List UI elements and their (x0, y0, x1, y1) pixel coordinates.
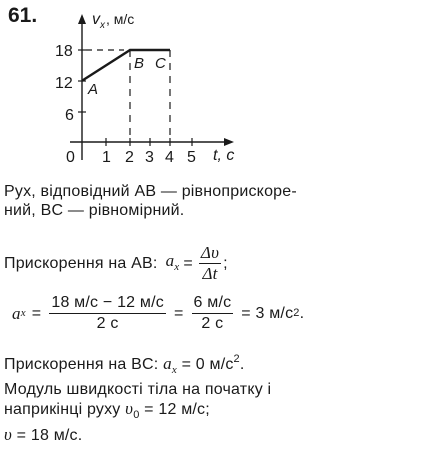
dv-numerator: Δυ (200, 243, 220, 262)
modulus-line-1: Модуль швидкості тіла на початку і (4, 381, 272, 398)
modulus-row-2 (4, 399, 418, 425)
accel-bc-value: = 0 м/с (181, 356, 234, 373)
x-tick-label: 5 (187, 149, 196, 166)
accel-bc-exponent: 2 (233, 353, 240, 365)
calc-fraction-1 (49, 294, 166, 333)
y-tick-label: 6 (65, 107, 74, 124)
x-tick-label: 2 (125, 149, 134, 166)
dt-denominator: Δt (202, 264, 218, 283)
description-line-2: ний, BC — рівномірний. (4, 202, 185, 219)
description (4, 182, 418, 220)
y-axis-arrow (78, 14, 86, 24)
point-label-a: A (88, 81, 99, 98)
ax-symbol: a (165, 250, 175, 270)
ax-symbol-3: a (163, 354, 172, 373)
dv-dt-fraction (199, 244, 221, 283)
calc-row (12, 294, 304, 333)
y-axis-sub: x (100, 20, 105, 31)
y-tick-label: 18 (55, 43, 73, 60)
v-end-symbol: υ (4, 425, 13, 444)
problem-number: 61. (8, 4, 38, 27)
ax-subscript-3: x (171, 364, 177, 376)
accel-bc-row (4, 350, 418, 380)
v0-symbol: υ (125, 399, 134, 418)
x-tick-label: 4 (165, 149, 174, 166)
calc-numerator-1: 18 м/с − 12 м/с (49, 294, 166, 314)
equals-sign: = (183, 255, 193, 272)
calc-denominator-1: 2 с (96, 315, 119, 332)
calc-result-exponent: 2 (293, 307, 300, 319)
equals-sign-2: = (31, 305, 42, 322)
y-tick-label: 12 (55, 75, 73, 92)
modulus-line-2: наприкінці руху (4, 401, 121, 418)
x-tick-label: 0 (66, 149, 75, 166)
accel-bc-period: . (239, 356, 245, 373)
accel-ab-row (4, 244, 228, 283)
velocity-time-graph (0, 0, 260, 170)
v-end-row (4, 425, 418, 445)
calc-result: = 3 м/с (241, 305, 294, 322)
accel-ab-label: Прискорення на AB: (4, 255, 158, 272)
calc-numerator-2: 6 м/с (192, 294, 234, 314)
ax-subscript-2: x (20, 307, 26, 319)
v-end-value: = 18 м/с. (16, 427, 83, 444)
ax-subscript: x (174, 260, 180, 273)
y-axis-unit: , м/с (106, 11, 135, 27)
conclusion (4, 350, 418, 445)
description-line-1: Рух, відповідний AB — рівноприскоре- (4, 183, 297, 200)
y-axis-var: v (92, 11, 100, 28)
ax-symbol-2: a (12, 304, 21, 323)
x-tick-label: 1 (102, 149, 111, 166)
x-tick-label: 3 (145, 149, 154, 166)
calc-denominator-2: 2 с (201, 315, 224, 332)
calc-result-period: . (299, 305, 305, 322)
x-axis-label: t, c (213, 147, 235, 164)
accel-bc-label: Прискорення на BC: (4, 356, 159, 373)
v0-subscript: 0 (133, 409, 140, 421)
equals-sign-3: = (173, 305, 184, 322)
point-label-b: B (134, 55, 145, 72)
calc-fraction-2 (192, 294, 234, 333)
v0-value: = 12 м/с; (144, 401, 210, 418)
semicolon: ; (223, 255, 228, 272)
point-label-c: C (155, 55, 166, 72)
x-axis-arrow (224, 138, 234, 146)
